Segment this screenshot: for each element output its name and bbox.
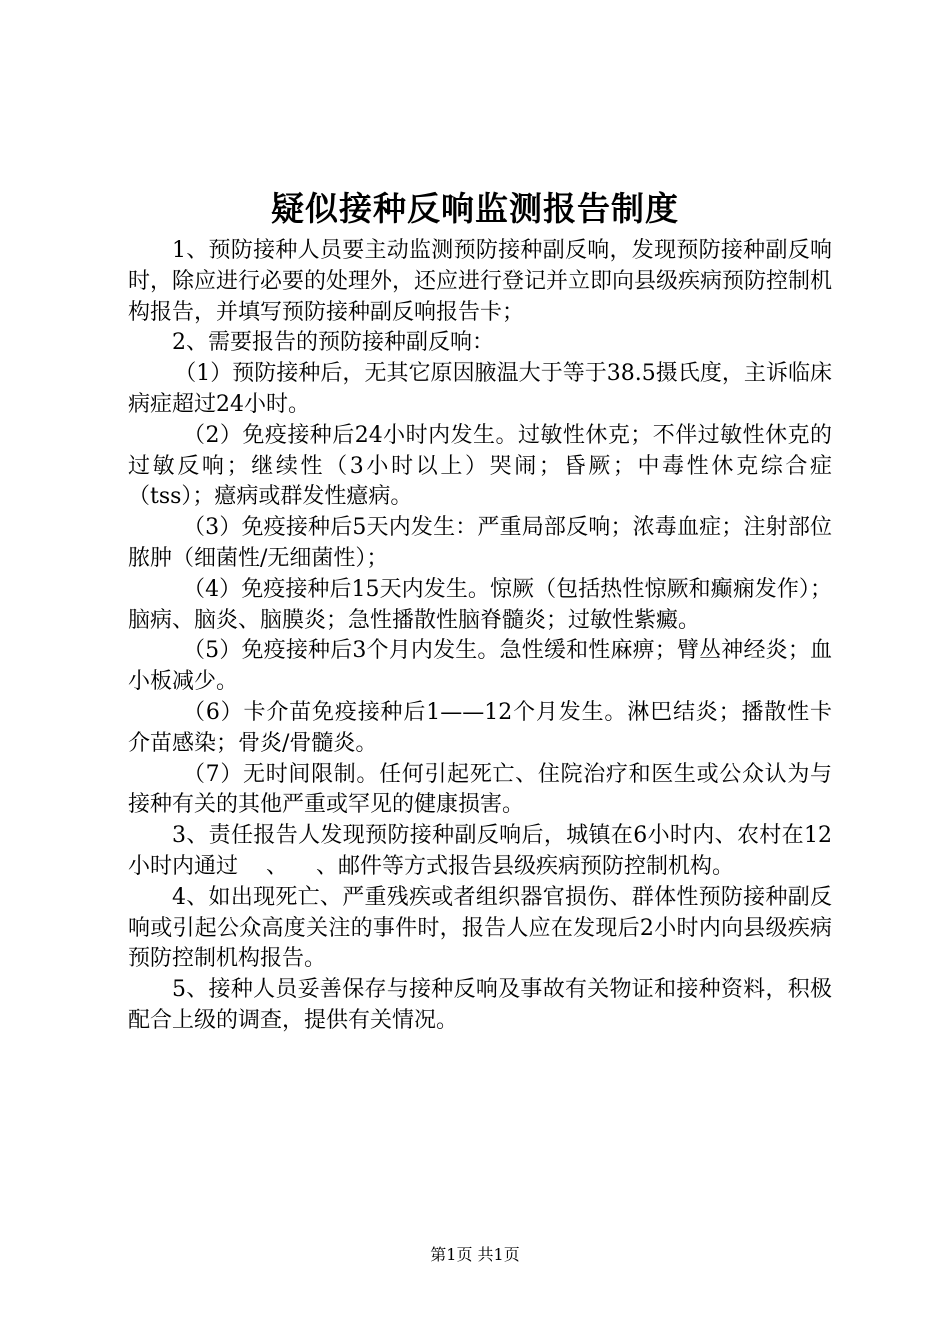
paragraph-4: 4、如出现死亡、严重残疾或者组织器官损伤、群体性预防接种副反响或引起公众高度关注的事件时，报告人应在发现后2小时内向县级疾病预防控制机构报告。: [128, 884, 832, 972]
document-title: 疑似接种反响监测报告制度: [271, 189, 679, 228]
paragraph-2-item-2: （2）免疫接种后24小时内发生。过敏性休克；不伴过敏性休克的过敏反响；继续性（3小时以上）哭闹；昏厥；中毒性休克综合症（tss）；癔病或群发性癔病。: [128, 422, 832, 510]
paragraph-5: 5、接种人员妥善保存与接种反响及事故有关物证和接种资料，积极配合上级的调查，提供有关情况。: [128, 977, 832, 1033]
document-body: [128, 236, 832, 1037]
paragraph-2-item-1: （1）预防接种后，无其它原因腋温大于等于38.5摄氏度，主诉临床病症超过24小时。: [128, 361, 832, 417]
paragraph-2: 2、需要报告的预防接种副反响：: [172, 330, 494, 356]
paragraph-2-item-4: （4）免疫接种后15天内发生。惊厥（包括热性惊厥和癫痫发作）；脑病、脑炎、脑膜炎；急性播散性脑脊髓炎；过敏性紫癜。: [128, 576, 832, 633]
paragraph-2-item-5: （5）免疫接种后3个月内发生。急性缓和性麻痹；臂丛神经炎；血小板减少。: [128, 638, 832, 695]
paragraph-1: 1、预防接种人员要主动监测预防接种副反响，发现预防接种副反响时，除应进行必要的处理外，还应进行登记并立即向县级疾病预防控制机构报告，并填写预防接种副反响报告卡；: [128, 238, 833, 325]
paragraph-2-item-6: （6）卡介苗免疫接种后1——12个月发生。淋巴结炎；播散性卡介苗感染；骨炎/骨髓炎。: [128, 699, 832, 756]
paragraph-3: 3、责任报告人发现预防接种副反响后，城镇在6小时内、农村在12小时内通过 、 、邮件等方式报告县级疾病预防控制机构。: [128, 823, 832, 879]
paragraph-2-item-3: （3）免疫接种后5天内发生：严重局部反响；浓毒血症；注射部位脓肿（细菌性/无细菌性）；: [128, 515, 832, 571]
paragraph-2-item-7: （7）无时间限制。任何引起死亡、住院治疗和医生或公众认为与接种有关的其他严重或罕见的健康损害。: [128, 761, 832, 818]
page-footer: 第1页 共1页: [430, 1245, 520, 1264]
